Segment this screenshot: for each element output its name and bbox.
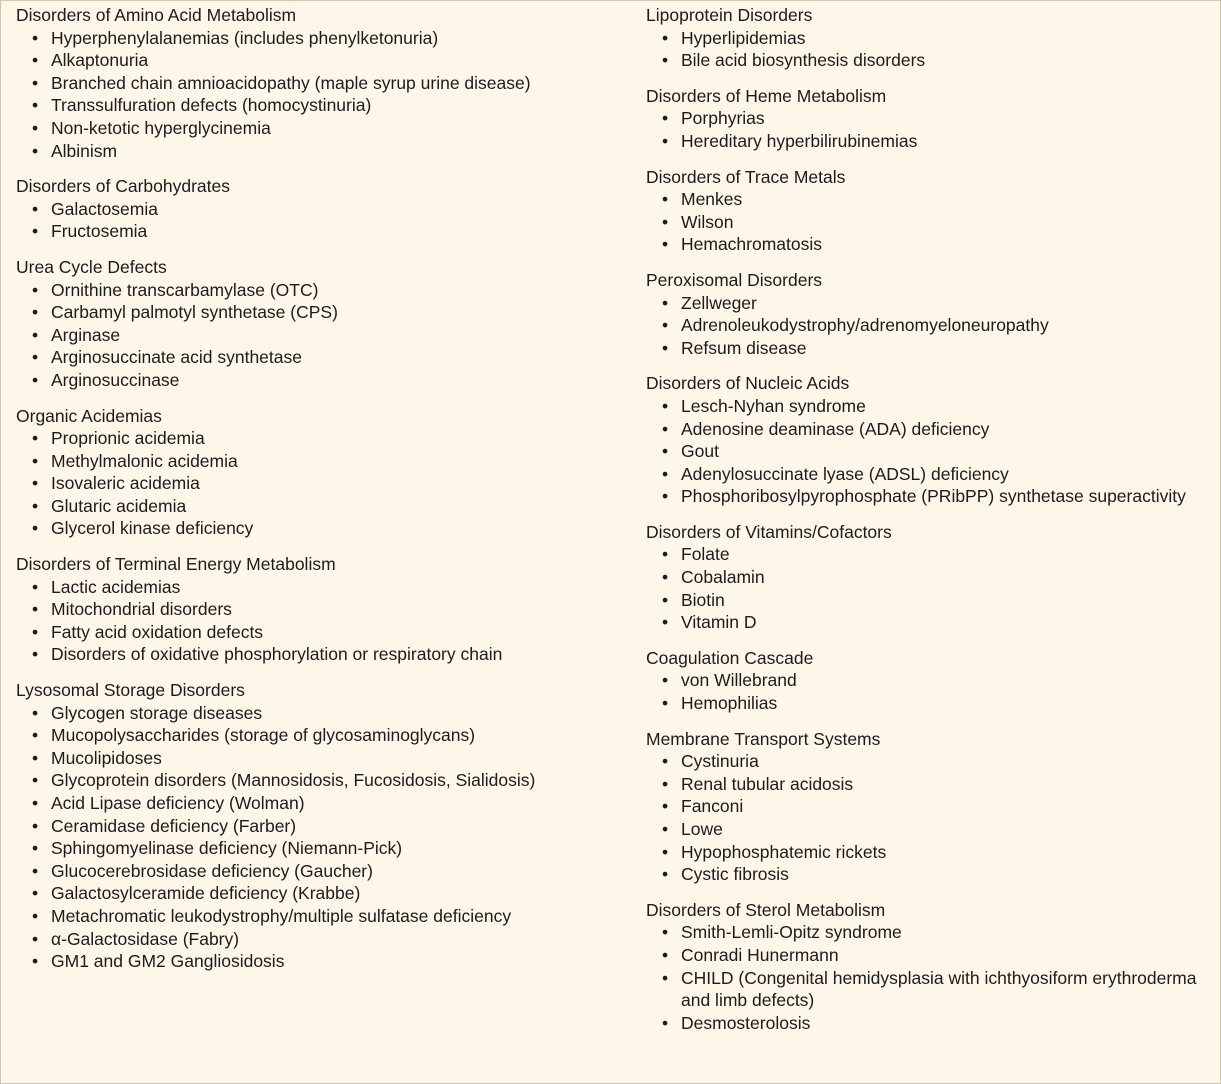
- bullet-icon: •: [32, 599, 39, 620]
- bullet-icon: •: [662, 612, 669, 633]
- list-item-text: Refsum disease: [681, 337, 807, 358]
- section-lipoprotein-disorders: [646, 4, 1216, 72]
- list-item-text: Arginase: [51, 324, 121, 345]
- list-item: [16, 882, 616, 905]
- list-item-text: Fatty acid oxidation defects: [51, 621, 264, 642]
- list-item: [16, 769, 616, 792]
- bullet-icon: •: [32, 302, 39, 323]
- bullet-icon: •: [32, 644, 39, 665]
- list-item: [646, 107, 1216, 130]
- list-item: [646, 395, 1216, 418]
- bullet-icon: •: [662, 292, 669, 313]
- bullet-icon: •: [662, 418, 669, 439]
- list-item: [646, 967, 1216, 1012]
- list-item-text: Desmosterolosis: [681, 1012, 811, 1033]
- list-item-text: CHILD (Congenital hemidysplasia with ichthyosiform erythroderma and limb defects): [681, 967, 1197, 1011]
- bullet-icon: •: [32, 793, 39, 813]
- bullet-icon: •: [32, 117, 39, 138]
- section-disorders-of-heme-metabolism: [646, 85, 1216, 153]
- list-item: [646, 1012, 1216, 1035]
- bullet-icon: •: [32, 221, 39, 242]
- bullet-icon: •: [32, 369, 39, 390]
- list-item: [16, 495, 616, 518]
- bullet-icon: •: [662, 922, 669, 943]
- list-item-text: Bile acid biosynthesis disorders: [681, 50, 926, 71]
- list-item: [646, 692, 1216, 715]
- bullet-icon: •: [662, 395, 669, 416]
- section-membrane-transport-systems: [646, 728, 1216, 886]
- bullet-icon: •: [32, 140, 39, 161]
- list-item-text: Ceramidase deficiency (Farber): [51, 815, 297, 836]
- list-item-text: Adrenoleukodystrophy/adrenomyeloneuropathy: [681, 315, 1049, 336]
- list-item: [16, 220, 616, 243]
- list-item: [16, 905, 616, 928]
- bullet-icon: •: [32, 725, 39, 746]
- list-item: [646, 211, 1216, 234]
- item-list: [16, 702, 616, 973]
- list-item-text: Hereditary hyperbilirubinemias: [681, 130, 918, 151]
- list-item: [16, 792, 616, 815]
- section-title: Urea Cycle Defects: [16, 256, 167, 277]
- list-item: [646, 188, 1216, 211]
- list-item: [16, 27, 616, 50]
- list-item-text: Phosphoribosylpyrophosphate (PRibPP) synthetase superactivity: [681, 486, 1186, 507]
- list-item-text: Mitochondrial disorders: [51, 599, 232, 620]
- list-item: [646, 233, 1216, 256]
- bullet-icon: •: [32, 576, 39, 597]
- section-disorders-of-sterol-metabolism: [646, 899, 1216, 1035]
- list-item-text: Zellweger: [681, 292, 757, 313]
- list-item: [646, 314, 1216, 337]
- section-title: Disorders of Terminal Energy Metabolism: [16, 554, 336, 575]
- list-item-text: Proprionic acidemia: [51, 428, 205, 449]
- bullet-icon: •: [32, 473, 39, 494]
- list-item-text: Menkes: [681, 189, 743, 210]
- bullet-icon: •: [32, 72, 39, 93]
- list-item: [16, 198, 616, 221]
- list-item-text: Smith-Lemli-Opitz syndrome: [681, 922, 902, 943]
- item-list: [646, 292, 1216, 360]
- list-item: [646, 130, 1216, 153]
- section-title: Disorders of Trace Metals: [646, 166, 846, 187]
- list-item: [16, 301, 616, 324]
- list-item: [16, 860, 616, 883]
- list-item-text: Methylmalonic acidemia: [51, 450, 238, 471]
- list-item-text: Transsulfuration defects (homocystinuria): [51, 95, 372, 116]
- list-item: [646, 543, 1216, 566]
- section-disorders-of-vitamins-cofactors: [646, 521, 1216, 634]
- list-item-text: Non-ketotic hyperglycinemia: [51, 117, 271, 138]
- bullet-icon: •: [32, 905, 39, 926]
- list-item-text: Galactosemia: [51, 198, 158, 219]
- list-item: [16, 517, 616, 540]
- section-disorders-of-trace-metals: [646, 166, 1216, 256]
- bullet-icon: •: [662, 567, 669, 588]
- list-item-text: Adenylosuccinate lyase (ADSL) deficiency: [681, 463, 1009, 484]
- bullet-icon: •: [662, 544, 669, 565]
- section-disorders-of-amino-acid-metabolism: [16, 4, 616, 162]
- list-item: [646, 27, 1216, 50]
- list-item-text: Disorders of oxidative phosphorylation or respiratory chain: [51, 644, 503, 665]
- section-title: Disorders of Vitamins/Cofactors: [646, 521, 892, 542]
- section-disorders-of-carbohydrates: [16, 175, 616, 243]
- list-item-text: Lactic acidemias: [51, 576, 181, 597]
- list-item: [646, 485, 1216, 508]
- bullet-icon: •: [32, 860, 39, 881]
- bullet-icon: •: [662, 1012, 669, 1033]
- list-item: [16, 928, 616, 951]
- section-title: Disorders of Carbohydrates: [16, 176, 230, 197]
- bullet-icon: •: [662, 819, 669, 839]
- list-item: [16, 94, 616, 117]
- section-organic-acidemias: [16, 405, 616, 541]
- list-item: [16, 279, 616, 302]
- bullet-icon: •: [662, 751, 669, 772]
- section-title: Coagulation Cascade: [646, 647, 814, 668]
- section-urea-cycle-defects: [16, 256, 616, 392]
- section-title: Disorders of Nucleic Acids: [646, 373, 850, 394]
- bullet-icon: •: [662, 337, 669, 358]
- bullet-icon: •: [662, 486, 669, 507]
- bullet-icon: •: [32, 495, 39, 516]
- list-item: [16, 576, 616, 599]
- list-item: [16, 140, 616, 163]
- list-item: [646, 773, 1216, 796]
- bullet-icon: •: [662, 693, 669, 714]
- list-item: [16, 49, 616, 72]
- list-item-text: Arginosuccinate acid synthetase: [51, 347, 302, 368]
- item-list: [16, 279, 616, 392]
- bullet-icon: •: [662, 189, 669, 210]
- bullet-icon: •: [32, 50, 39, 71]
- list-item-text: Branched chain amnioacidopathy (maple syrup urine disease): [51, 72, 531, 93]
- list-item-text: Hemachromatosis: [681, 234, 823, 255]
- list-item: [646, 49, 1216, 72]
- list-item-text: Glycerol kinase deficiency: [51, 518, 254, 539]
- list-item-text: Hyperphenylalanemias (includes phenylketonuria): [51, 27, 439, 48]
- list-item: [646, 818, 1216, 841]
- list-item-text: Glucocerebrosidase deficiency (Gaucher): [51, 860, 373, 881]
- list-item-text: Lowe: [681, 819, 723, 839]
- bullet-icon: •: [662, 234, 669, 255]
- list-item-text: Hypophosphatemic rickets: [681, 841, 887, 862]
- list-item: [16, 324, 616, 347]
- bullet-icon: •: [32, 747, 39, 768]
- bullet-icon: •: [32, 428, 39, 449]
- item-list: [16, 27, 616, 163]
- bullet-icon: •: [32, 702, 39, 723]
- bullet-icon: •: [32, 621, 39, 642]
- bullet-icon: •: [662, 108, 669, 129]
- list-item: [646, 841, 1216, 864]
- item-list: [16, 198, 616, 243]
- list-item-text: Glycogen storage diseases: [51, 702, 263, 723]
- section-title: Disorders of Amino Acid Metabolism: [16, 5, 297, 25]
- section-title: Lipoprotein Disorders: [646, 5, 813, 25]
- list-item-text: GM1 and GM2 Gangliosidosis: [51, 951, 285, 972]
- bullet-icon: •: [662, 670, 669, 691]
- list-item: [16, 837, 616, 860]
- bullet-icon: •: [32, 324, 39, 345]
- bullet-icon: •: [32, 279, 39, 300]
- list-item: [646, 589, 1216, 612]
- list-item-text: Galactosylceramide deficiency (Krabbe): [51, 883, 361, 904]
- list-item: [646, 669, 1216, 692]
- section-disorders-of-nucleic-acids: [646, 372, 1216, 508]
- bullet-icon: •: [32, 883, 39, 904]
- bullet-icon: •: [662, 841, 669, 862]
- list-item-text: Cystinuria: [681, 751, 759, 772]
- list-item: [16, 598, 616, 621]
- list-item: [646, 863, 1216, 886]
- bullet-icon: •: [32, 198, 39, 219]
- list-item-text: Fanconi: [681, 796, 744, 817]
- bullet-icon: •: [32, 838, 39, 859]
- section-peroxisomal-disorders: [646, 269, 1216, 359]
- list-item: [16, 346, 616, 369]
- bullet-icon: •: [32, 770, 39, 791]
- list-item: [16, 643, 616, 666]
- left-column: [16, 4, 616, 986]
- list-item-text: Hemophilias: [681, 693, 778, 714]
- list-item-text: Folate: [681, 544, 730, 565]
- right-column: [646, 4, 1216, 1047]
- bullet-icon: •: [662, 589, 669, 610]
- list-item-text: Metachromatic leukodystrophy/multiple sulfatase deficiency: [51, 905, 512, 926]
- list-item: [646, 292, 1216, 315]
- list-item: [16, 702, 616, 725]
- list-item-text: Gout: [681, 441, 719, 462]
- list-item: [16, 427, 616, 450]
- list-item: [16, 369, 616, 392]
- list-item: [646, 463, 1216, 486]
- bullet-icon: •: [662, 773, 669, 794]
- list-item-text: Fructosemia: [51, 221, 148, 242]
- section-title: Disorders of Heme Metabolism: [646, 85, 887, 106]
- item-list: [646, 921, 1216, 1034]
- bullet-icon: •: [662, 211, 669, 232]
- bullet-icon: •: [662, 50, 669, 71]
- list-item-text: Cystic fibrosis: [681, 864, 789, 885]
- list-item-text: Biotin: [681, 589, 725, 610]
- list-item-text: Glycoprotein disorders (Mannosidosis, Fucosidosis, Sialidosis): [51, 770, 536, 791]
- bullet-icon: •: [32, 815, 39, 836]
- section-title: Peroxisomal Disorders: [646, 269, 823, 290]
- list-item-text: Albinism: [51, 140, 118, 161]
- list-item-text: Arginosuccinase: [51, 369, 180, 390]
- bullet-icon: •: [32, 450, 39, 471]
- list-item: [16, 950, 616, 973]
- list-item: [16, 815, 616, 838]
- bullet-icon: •: [662, 315, 669, 336]
- list-item: [646, 921, 1216, 944]
- section-coagulation-cascade: [646, 647, 1216, 715]
- item-list: [646, 750, 1216, 886]
- item-list: [16, 427, 616, 540]
- list-item: [16, 72, 616, 95]
- list-item-text: Mucopolysaccharides (storage of glycosaminoglycans): [51, 725, 476, 746]
- section-title: Disorders of Sterol Metabolism: [646, 899, 886, 920]
- bullet-icon: •: [32, 27, 39, 48]
- bullet-icon: •: [32, 928, 39, 949]
- bullet-icon: •: [662, 463, 669, 484]
- bullet-icon: •: [32, 347, 39, 368]
- bullet-icon: •: [662, 967, 669, 988]
- bullet-icon: •: [662, 130, 669, 151]
- list-item-text: Wilson: [681, 211, 734, 232]
- list-item: [16, 450, 616, 473]
- bullet-icon: •: [32, 951, 39, 972]
- list-item-text: Glutaric acidemia: [51, 495, 187, 516]
- bullet-icon: •: [32, 95, 39, 116]
- list-item-text: Sphingomyelinase deficiency (Niemann-Pick): [51, 838, 403, 859]
- list-item: [646, 750, 1216, 773]
- bullet-icon: •: [662, 27, 669, 48]
- list-item: [16, 472, 616, 495]
- list-item: [16, 747, 616, 770]
- list-item-text: Cobalamin: [681, 567, 765, 588]
- list-item-text: Acid Lipase deficiency (Wolman): [51, 793, 305, 813]
- section-disorders-of-terminal-energy-metabolism: [16, 553, 616, 666]
- item-list: [646, 188, 1216, 256]
- list-item: [646, 418, 1216, 441]
- list-item-text: Alkaptonuria: [51, 50, 149, 71]
- bullet-icon: •: [662, 944, 669, 965]
- list-item: [646, 944, 1216, 967]
- list-item-text: Carbamyl palmotyl synthetase (CPS): [51, 302, 338, 323]
- list-item-text: Isovaleric acidemia: [51, 473, 200, 494]
- section-title: Organic Acidemias: [16, 405, 162, 426]
- list-item: [646, 795, 1216, 818]
- list-item-text: Conradi Hunermann: [681, 944, 839, 965]
- list-item: [16, 724, 616, 747]
- list-item-text: Hyperlipidemias: [681, 27, 806, 48]
- list-item: [646, 337, 1216, 360]
- item-list: [646, 395, 1216, 508]
- list-item-text: Vitamin D: [681, 612, 757, 633]
- list-item-text: Porphyrias: [681, 108, 765, 129]
- section-title: Membrane Transport Systems: [646, 728, 881, 749]
- section-lysosomal-storage-disorders: [16, 679, 616, 973]
- item-list: [16, 576, 616, 666]
- item-list: [646, 669, 1216, 714]
- list-item-text: Renal tubular acidosis: [681, 773, 854, 794]
- list-item-text: Ornithine transcarbamylase (OTC): [51, 279, 319, 300]
- bullet-icon: •: [662, 441, 669, 462]
- list-item: [646, 440, 1216, 463]
- list-item: [646, 566, 1216, 589]
- list-item: [16, 117, 616, 140]
- list-item-text: Lesch-Nyhan syndrome: [681, 395, 866, 416]
- list-item: [16, 621, 616, 644]
- bullet-icon: •: [32, 518, 39, 539]
- item-list: [646, 543, 1216, 633]
- bullet-icon: •: [662, 796, 669, 817]
- list-item: [646, 611, 1216, 634]
- list-item-text: von Willebrand: [681, 670, 797, 691]
- section-title: Lysosomal Storage Disorders: [16, 680, 245, 701]
- item-list: [646, 27, 1216, 72]
- item-list: [646, 107, 1216, 152]
- bullet-icon: •: [662, 864, 669, 885]
- list-item-text: Mucolipidoses: [51, 747, 162, 768]
- list-item-text: Adenosine deaminase (ADA) deficiency: [681, 418, 990, 439]
- list-item-text: α-Galactosidase (Fabry): [51, 928, 240, 949]
